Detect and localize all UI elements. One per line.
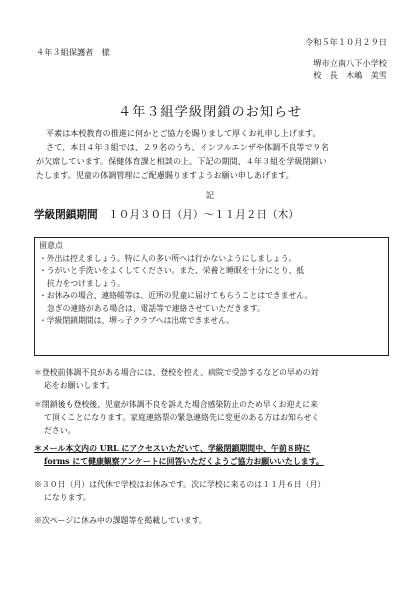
note-line: ＊登校前体調不良がある場合には、登校を控え、病院で受診するなどの早めの対 [34,368,319,377]
note-line: ＊メール本文内の URL にアクセスいただいて、学級閉鎖期間中、午前８時に [34,444,311,453]
intro-line: 平素は本校教育の推進に何かとご協力を賜りまして厚くお礼申し上げます。 [46,128,321,138]
note-line: ださい。 [44,426,76,435]
principal-name: 校 長 木嶋 美雪 [313,70,387,80]
closure-label: 学級閉鎖期間 [34,209,98,221]
note-line: 応をお願いします。 [44,381,115,390]
note-survey [34,442,394,468]
closure-period [34,207,299,222]
intro-line: たします。児童の体調管理にご配慮賜りますようお願い申しあげます。 [36,170,294,180]
note-line: になります。 [44,493,91,502]
note-line: ※次ページに休み中の課題等を掲載しています。 [34,516,207,525]
intro-line: が欠席しています。保健体育課と相談の上、下記の期間、４年３組を学級閉鎖い [36,156,327,166]
note-pickup [34,398,394,437]
notices-box [34,237,389,356]
notice-item: ・学級閉鎖期間は、堺っ子クラブへは出席できません。 [39,316,235,325]
intro-line: さて、本日４年３組では、２９名のうち、インフルエンザや体調不良等で９名 [46,142,329,152]
notice-item: 抗力をつけましょう。 [47,278,125,288]
note-symptoms [34,366,394,392]
school-name: 堺市立南八下小学校 [313,58,387,68]
intro-paragraph [36,126,329,182]
notice-item: 急ぎの連絡がある場合は、電話等で連絡させていただきます。 [47,303,265,313]
note-line: て頂くことになります。家庭連絡票の緊急連絡先に変更のある方はお知らせく [44,413,320,422]
note-line: ＊閉鎖後も登校後、児童が体調不良を訴えた場合感染防止のため早くお迎えに来 [34,400,319,409]
ki-marker: 記 [205,190,215,200]
notices-heading: 留意点 [39,241,63,250]
note-line: forms にて健康観察アンケートに回答いただくようご協力お願いいたします。 [44,457,324,466]
note-holiday [34,478,394,504]
page-title: ４年３組学級閉鎖のお知らせ [117,105,303,120]
closure-range: １０月３０日（月）～１１月２日（木） [108,209,299,221]
notice-item: ・お休みの場合、連絡帳等は、近所の児童に届けてもらうことはできません。 [39,291,313,300]
note-next-page [34,514,394,527]
addressee: ４年３組保護者 様 [36,47,110,57]
note-line: ※３０日（月）は代休で学校はお休みです。次に学校に来るのは１１月６日（月） [34,480,326,489]
notice-item: ・外出は控えましょう。特に人の多い所へは行かないようにしましょう。 [39,253,297,263]
notice-item: ・うがいと手洗いをよくしてください。また、栄養と睡眠を十分にとり、抵 [39,266,305,275]
notice-date: 令和５年１０月２９日 [305,37,387,47]
